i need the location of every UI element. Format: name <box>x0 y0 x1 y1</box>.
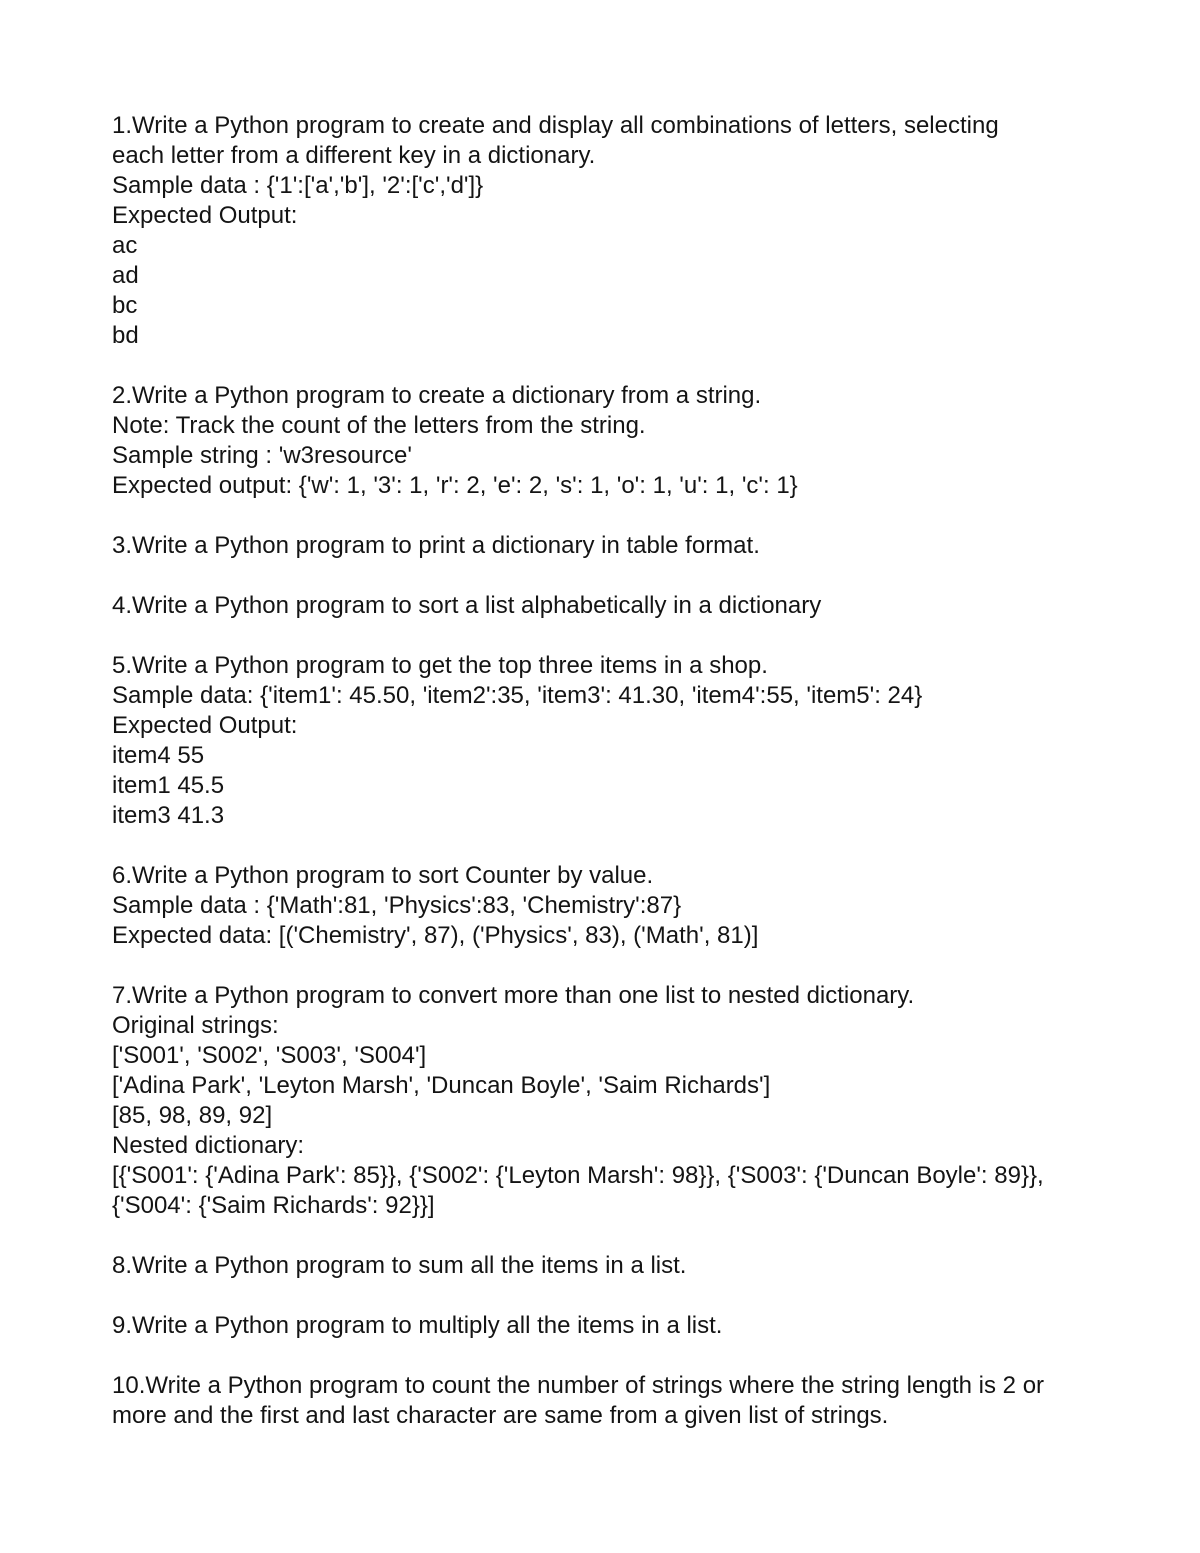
question-8 <box>112 1251 1152 1281</box>
question-7-line: Original strings: <box>112 1012 279 1039</box>
question-5-line: item3 41.3 <box>112 802 225 829</box>
question-7-line: ['S001', 'S002', 'S003', 'S004'] <box>112 1042 427 1069</box>
question-7-line: Nested dictionary: <box>112 1132 305 1159</box>
question-1-line: each letter from a different key in a dictionary. <box>112 142 596 169</box>
document-page <box>112 111 1152 1461</box>
question-9-line: 9.Write a Python program to multiply all the items in a list. <box>112 1312 723 1339</box>
question-6 <box>112 861 1152 951</box>
question-7-line: ['Adina Park', 'Leyton Marsh', 'Duncan Boyle', 'Saim Richards'] <box>112 1072 771 1099</box>
question-7 <box>112 981 1152 1221</box>
question-5-line: item4 55 <box>112 742 205 769</box>
question-1-line: ac <box>112 232 138 259</box>
question-2-line: 2.Write a Python program to create a dictionary from a string. <box>112 382 762 409</box>
question-1-line: 1.Write a Python program to create and display all combinations of letters, selecting <box>112 112 999 139</box>
question-4-line: 4.Write a Python program to sort a list alphabetically in a dictionary <box>112 592 822 619</box>
question-3-line: 3.Write a Python program to print a dictionary in table format. <box>112 532 760 559</box>
question-3 <box>112 531 1152 561</box>
question-4 <box>112 591 1152 621</box>
question-1-line: Expected Output: <box>112 202 298 229</box>
question-5-line: Expected Output: <box>112 712 298 739</box>
question-10-line: more and the first and last character are same from a given list of strings. <box>112 1402 889 1429</box>
question-2-line: Note: Track the count of the letters from the string. <box>112 412 646 439</box>
question-1-line: bc <box>112 292 138 319</box>
question-2-line: Expected output: {'w': 1, '3': 1, 'r': 2, 'e': 2, 's': 1, 'o': 1, 'u': 1, 'c': 1} <box>112 472 798 499</box>
question-7-line: {'S004': {'Saim Richards': 92}}] <box>112 1192 435 1219</box>
question-5 <box>112 651 1152 831</box>
question-6-line: Expected data: [('Chemistry', 87), ('Physics', 83), ('Math', 81)] <box>112 922 759 949</box>
question-7-line: [{'S001': {'Adina Park': 85}}, {'S002': {'Leyton Marsh': 98}}, {'S003': {'Duncan Boyle': 89}}, <box>112 1162 1044 1189</box>
question-10 <box>112 1371 1152 1431</box>
question-5-line: 5.Write a Python program to get the top three items in a shop. <box>112 652 768 679</box>
question-7-line: 7.Write a Python program to convert more than one list to nested dictionary. <box>112 982 915 1009</box>
question-1 <box>112 111 1152 351</box>
question-2-line: Sample string : 'w3resource' <box>112 442 412 469</box>
question-1-line: ad <box>112 262 139 289</box>
question-6-line: Sample data : {'Math':81, 'Physics':83, 'Chemistry':87} <box>112 892 682 919</box>
question-5-line: item1 45.5 <box>112 772 225 799</box>
question-1-line: bd <box>112 322 139 349</box>
question-8-line: 8.Write a Python program to sum all the items in a list. <box>112 1252 687 1279</box>
question-10-line: 10.Write a Python program to count the number of strings where the string length is 2 or <box>112 1372 1045 1399</box>
question-5-line: Sample data: {'item1': 45.50, 'item2':35, 'item3': 41.30, 'item4':55, 'item5': 24} <box>112 682 923 709</box>
question-7-line: [85, 98, 89, 92] <box>112 1102 273 1129</box>
question-1-line: Sample data : {'1':['a','b'], '2':['c','d']} <box>112 172 484 199</box>
question-6-line: 6.Write a Python program to sort Counter by value. <box>112 862 654 889</box>
question-9 <box>112 1311 1152 1341</box>
question-2 <box>112 381 1152 501</box>
